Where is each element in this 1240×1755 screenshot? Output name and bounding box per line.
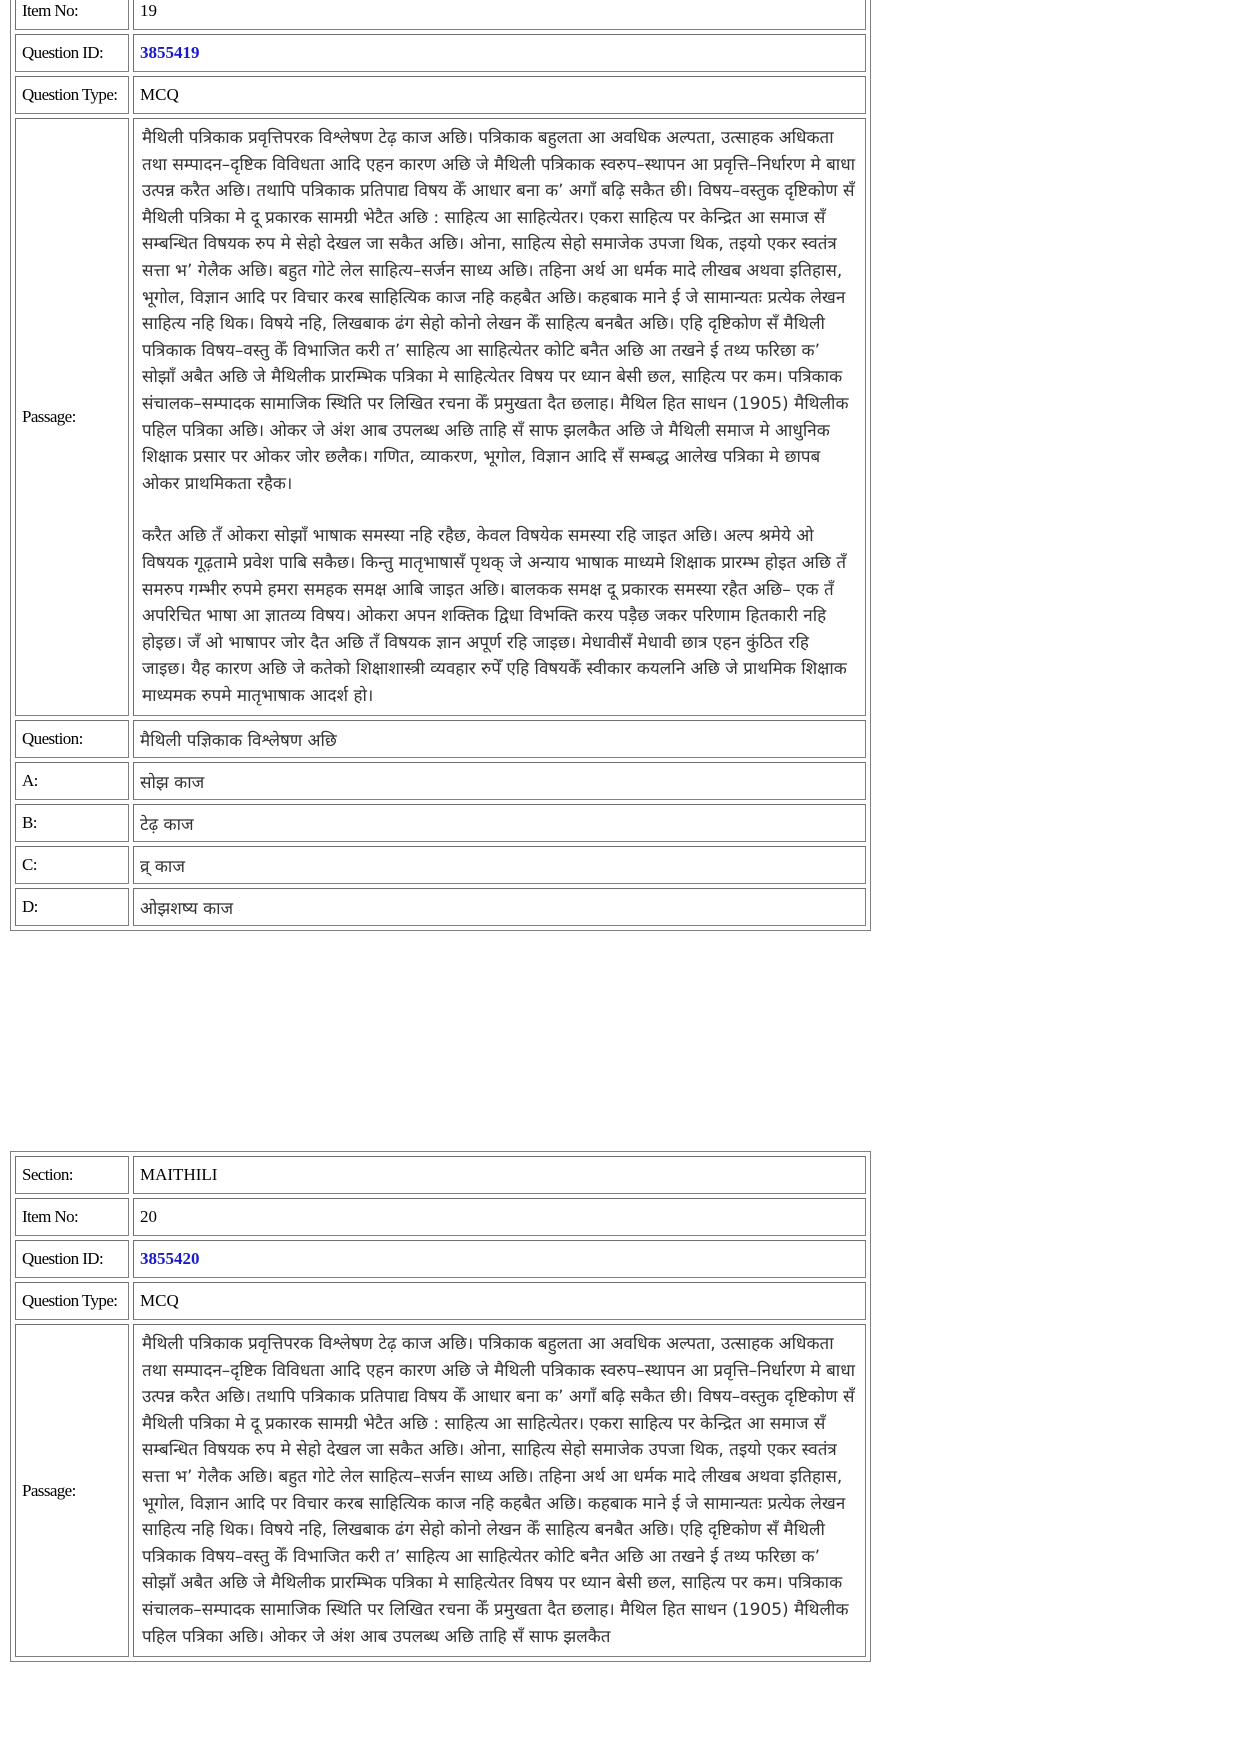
section-value: MAITHILI [133, 1156, 866, 1194]
option-c-label: C: [15, 846, 129, 884]
item-no-label: Item No: [15, 0, 129, 30]
question-type-row [15, 76, 866, 114]
item-no-row [15, 0, 866, 30]
option-d-label: D: [15, 888, 129, 926]
passage-paragraph-1: मैथिली पत्रिकाक प्रवृत्तिपरक विश्लेषण टेढ़ काज अछि। पत्रिकाक बहुलता आ अवधिक अल्पता, उत्साहक अधिकता तथा सम्पादन–दृष्टिक विविधता आदि एहन कारण अछि जे मैथिली पत्रिकाक स्वरुप–स्थापन आ प्रवृत्ति–निर्धारण मे बाधा उत्पन्न करैत अछि। तथापि पत्रिकाक प्रतिपाद्य विषय केँ आधार बना कʼ अगाँ बढ़ि सकैत छी। विषय–वस्तुक दृष्टिकोण सँ मैथिली पत्रिका मे दू प्रकारक सामग्री भेटैत अछि : साहित्य आ साहित्येतर। एकरा साहित्य पर केन्द्रित आ समाज सँ सम्बन्धित विषयक रुप मे सेहो देखल जा सकैत अछि। ओना, साहित्य सेहो समाजेक उपजा थिक, तइयो एकर स्वतंत्र सत्ता भʼ गेलैक अछि। बहुत गोटे लेल साहित्य–सर्जन साध्य अछि। तहिना अर्थ आ धर्मक मादे लीखब अथवा इतिहास, भूगोल, विज्ञान आदि पर विचार करब साहित्यिक काज नहि कहबैत अछि। कहबाक माने ई जे सामान्यतः प्रत्येक लेखन साहित्य नहि थिक। विषये नहि, लिखबाक ढंग सेहो कोनो लेखन केँ साहित्य बनबैत अछि। एहि दृष्टिकोण सँ मैथिली पत्रिकाक विषय–वस्तु केँ विभाजित करी तʼ साहित्य आ साहित्येतर कोटि बनैत अछि आ तखने ई तथ्य फरिछा कʼ सोझाँ अबैत अछि जे मैथिलीक प्रारम्भिक पत्रिका मे साहित्येतर विषय पर ध्यान बेसी छल, साहित्य पर कम। पत्रिकाक संचालक–सम्पादक सामाजिक स्थिति पर लिखित रचना केँ प्रमुखता दैत छलाह। मैथिल हित साधन (1905) मैथिलीक पहिल पत्रिका अछि। ओकर जे अंश आब उपलब्ध अछि ताहि सँ साफ झलकैत अछि जे मैथिली समाज मे आधुनिक शिक्षाक प्रसार पर ओकर जोर छलैक। गणित, व्याकरण, भूगोल, विज्ञान आदि सँ सम्बद्ध आलेख पत्रिका मे छापब ओकर प्राथमिकता रहैक। [142, 128, 856, 494]
question-type-row [15, 1282, 866, 1320]
option-b-label: B: [15, 804, 129, 842]
question-type-value: MCQ [133, 1282, 866, 1320]
question-id-link[interactable]: 3855420 [140, 1249, 200, 1268]
question-table-item-20 [10, 1151, 871, 1662]
option-a-label: A: [15, 762, 129, 800]
passage-label: Passage: [15, 1324, 129, 1657]
question-id-label: Question ID: [15, 1240, 129, 1278]
passage-paragraph-1: मैथिली पत्रिकाक प्रवृत्तिपरक विश्लेषण टेढ़ काज अछि। पत्रिकाक बहुलता आ अवधिक अल्पता, उत्साहक अधिकता तथा सम्पादन–दृष्टिक विविधता आदि एहन कारण अछि जे मैथिली पत्रिकाक स्वरुप–स्थापन आ प्रवृत्ति–निर्धारण मे बाधा उत्पन्न करैत अछि। तथापि पत्रिकाक प्रतिपाद्य विषय केँ आधार बना कʼ अगाँ बढ़ि सकैत छी। विषय–वस्तुक दृष्टिकोण सँ मैथिली पत्रिका मे दू प्रकारक सामग्री भेटैत अछि : साहित्य आ साहित्येतर। एकरा साहित्य पर केन्द्रित आ समाज सँ सम्बन्धित विषयक रुप मे सेहो देखल जा सकैत अछि। ओना, साहित्य सेहो समाजेक उपजा थिक, तइयो एकर स्वतंत्र सत्ता भʼ गेलैक अछि। बहुत गोटे लेल साहित्य–सर्जन साध्य अछि। तहिना अर्थ आ धर्मक मादे लीखब अथवा इतिहास, भूगोल, विज्ञान आदि पर विचार करब साहित्यिक काज नहि कहबैत अछि। कहबाक माने ई जे सामान्यतः प्रत्येक लेखन साहित्य नहि थिक। विषये नहि, लिखबाक ढंग सेहो कोनो लेखन केँ साहित्य बनबैत अछि। एहि दृष्टिकोण सँ मैथिली पत्रिकाक विषय–वस्तु केँ विभाजित करी तʼ साहित्य आ साहित्येतर कोटि बनैत अछि आ तखने ई तथ्य फरिछा कʼ सोझाँ अबैत अछि जे मैथिलीक प्रारम्भिक पत्रिका मे साहित्येतर विषय पर ध्यान बेसी छल, साहित्य पर कम। पत्रिकाक संचालक–सम्पादक सामाजिक स्थिति पर लिखित रचना केँ प्रमुखता दैत छलाह। मैथिल हित साधन (1905) मैथिलीक पहिल पत्रिका अछि। ओकर जे अंश आब उपलब्ध अछि ताहि सँ साफ झलकैत [142, 1334, 856, 1647]
question-text: मैथिली पज्ञिकाक विश्लेषण अछि [133, 720, 866, 758]
question-id-row [15, 1240, 866, 1278]
question-type-label: Question Type: [15, 76, 129, 114]
question-label: Question: [15, 720, 129, 758]
passage-row [15, 1324, 866, 1657]
question-id-label: Question ID: [15, 34, 129, 72]
option-a-text: सोझ काज [133, 762, 866, 800]
option-c-row [15, 846, 866, 884]
option-c-text: व्र् काज [133, 846, 866, 884]
passage-text [133, 1324, 866, 1657]
item-no-row [15, 1198, 866, 1236]
option-d-text: ओझशष्य काज [133, 888, 866, 926]
passage-label: Passage: [15, 118, 129, 716]
question-table-item-19 [10, 0, 871, 931]
passage-row [15, 118, 866, 716]
passage-paragraph-2: करैत अछि तँ ओकरा सोझाँ भाषाक समस्या नहि रहैछ, केवल विषयेक समस्या रहि जाइत अछि। अल्प श्रमेये ओ विषयक गूढ़तामे प्रवेश पाबि सकैछ। किन्तु मातृभाषासँ पृथक् जे अन्याय भाषाक माध्यमे शिक्षाक प्रारम्भ होइत अछि तँ समरुप गम्भीर रुपमे हमरा समहक समक्ष आबि जाइत अछि। बालकक समक्ष दू प्रकारक समस्या रहैत अछि– एक तँ अपरिचित भाषा आ ज्ञातव्य विषय। ओकरा अपन शक्तिक द्विधा विभक्ति करय पड़ैछ जकर परिणाम हितकारी नहि होइछ। जँ ओ भाषापर जोर दैत अछि तँ विषयक ज्ञान अपूर्ण रहि जाइछ। मेधावीसँ मेधावी छात्र एहन कुंठित रहि जाइछ। यैह कारण अछि जे कतेको शिक्षाशास्त्री व्यवहार रुपेँ एहि विषयकेँ स्वीकार कयलनि अछि जे प्राथमिक शिक्षाक माध्यमक रुपमे मातृभाषाक आदर्श हो। [142, 526, 847, 706]
question-type-label: Question Type: [15, 1282, 129, 1320]
option-b-text: टेढ़ काज [133, 804, 866, 842]
option-d-row [15, 888, 866, 926]
passage-text [133, 118, 866, 716]
question-type-value: MCQ [133, 76, 866, 114]
option-a-row [15, 762, 866, 800]
section-label: Section: [15, 1156, 129, 1194]
section-row [15, 1156, 866, 1194]
option-b-row [15, 804, 866, 842]
item-no-label: Item No: [15, 1198, 129, 1236]
question-id-link[interactable]: 3855419 [140, 43, 200, 62]
item-no-value: 19 [133, 0, 866, 30]
question-id-row [15, 34, 866, 72]
question-row [15, 720, 866, 758]
item-no-value: 20 [133, 1198, 866, 1236]
